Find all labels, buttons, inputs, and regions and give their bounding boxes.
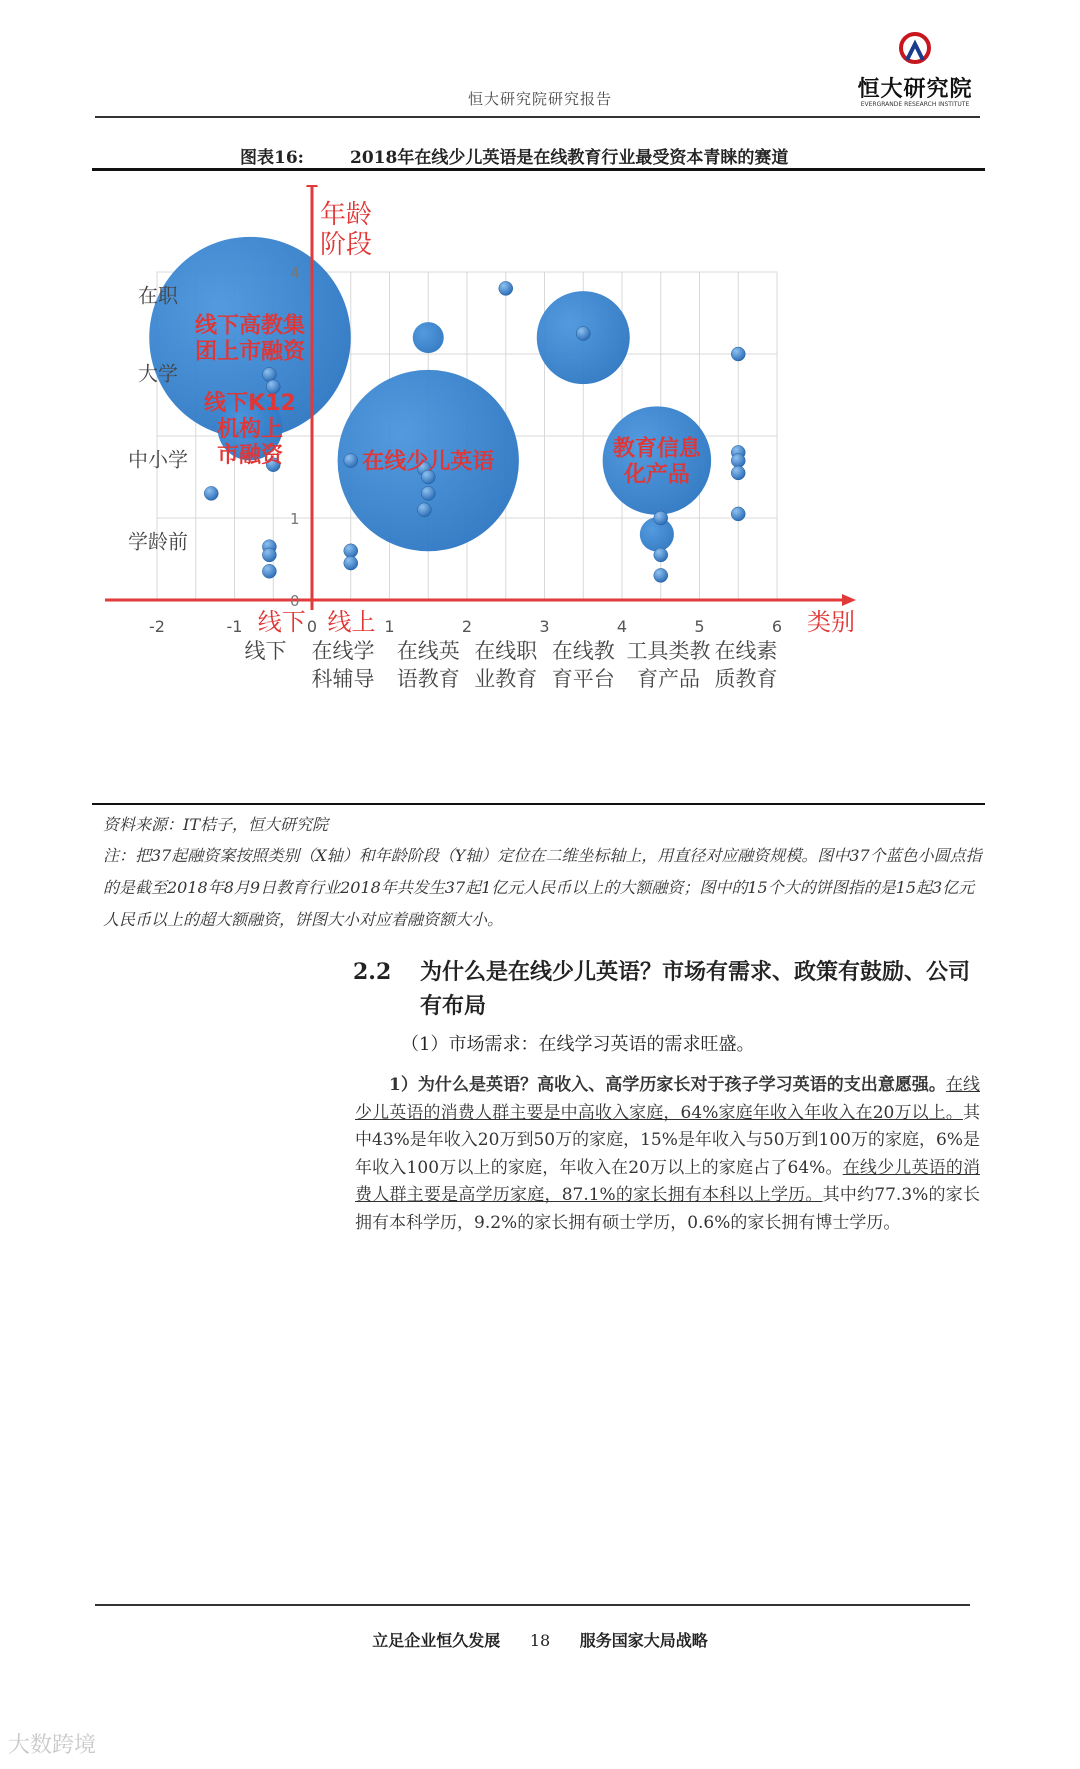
logo-text: 恒大研究院 — [857, 77, 973, 102]
data-point — [204, 486, 218, 500]
x-category-label: 科辅导 — [311, 667, 375, 691]
figure-top-rule — [92, 168, 985, 171]
data-point — [262, 368, 276, 382]
header-divider — [95, 116, 980, 118]
bubble-label: 教育信息 — [612, 436, 701, 462]
footer-divider — [95, 1604, 970, 1606]
bubble-label: 机构上 — [216, 416, 284, 442]
data-point — [654, 548, 668, 562]
para-underline-2: 在线少儿英语的消费人群主要是高学历家庭，87.1%的家长拥有本科以上学历。 — [355, 1157, 981, 1205]
para-underline-1: 在线少儿英语的消费人群主要是中高收入家庭，64%家庭年收入年收入在20万以上。 — [355, 1075, 981, 1123]
data-point — [262, 564, 276, 578]
bubble-label: 化产品 — [623, 462, 690, 488]
data-point — [731, 507, 745, 521]
x-category-label: 育平台 — [551, 667, 615, 691]
figure-title-text: 2018年在线少儿英语是在线教育行业最受资本青睐的赛道 — [350, 148, 789, 168]
x-tick-label: 6 — [771, 617, 783, 636]
data-point — [344, 556, 358, 570]
bubble-label: 线下K12 — [204, 390, 296, 416]
logo-subtitle: EVERGRANDE RESEARCH INSTITUTE — [860, 101, 970, 108]
x-category-label: 质教育 — [714, 667, 778, 691]
report-header-title: 恒大研究院研究报告 — [467, 90, 612, 108]
bubble-label: 市融资 — [216, 442, 284, 468]
data-point — [499, 281, 513, 295]
data-point — [262, 548, 276, 562]
x-tick-label: 3 — [539, 617, 550, 636]
x-axis-title: 类别 — [807, 608, 855, 636]
data-point — [576, 327, 590, 341]
figure-bottom-rule — [92, 803, 985, 805]
x-category-label: 业教育 — [474, 667, 538, 691]
y-category-label: 学龄前 — [128, 529, 188, 554]
x-category-label: 工具类教 — [626, 639, 711, 663]
y-tick-label: 1 — [290, 510, 300, 528]
watermark: 大数跨境 — [8, 1733, 97, 1758]
figure-note: 注：把37起融资案按照类别（X轴）和年龄阶段（Y轴）定位在二维坐标轴上，用直径对应融资规模。图中37个蓝色小圆点指的是截至2018年8月9日教育行业2018年共发生37起1亿元人民币以上的大额融资；图中的15个大的饼图指的是15起3亿元人民币以上的超大额融资，饼图大小对应着融资额大小。 — [103, 846, 982, 929]
x-category-label: 在线职 — [474, 639, 538, 663]
x-tick-label: 5 — [694, 617, 705, 636]
data-point — [417, 503, 431, 517]
x-category-label: 语教育 — [396, 667, 460, 691]
page-footer — [0, 1628, 1080, 1651]
para-text-1: 其中43%是年收入20万到50万的家庭，15%是年收入与50万到100万的家庭，6%是年收入100万以上的家庭，年收入在20万以上的家庭占了64%。 — [355, 1102, 980, 1178]
y-tick-label: 0 — [290, 592, 300, 610]
y-axis-title-line2: 阶段 — [320, 230, 373, 260]
x-tick-label: -2 — [149, 617, 165, 636]
x-tick-label: 0 — [306, 617, 318, 636]
section-number: 2.2 — [353, 959, 392, 985]
body-paragraph — [355, 1072, 980, 1237]
x-category-label: 在线学 — [311, 639, 375, 663]
figure-source: 资料来源：IT桔子，恒大研究院 — [103, 815, 328, 834]
online-label: 线上 — [327, 608, 376, 636]
data-point — [344, 544, 358, 558]
bubble — [413, 322, 444, 353]
page-number: 18 — [529, 1631, 551, 1650]
y-axis-arrow — [306, 185, 318, 187]
subsection-heading: （1）市场需求：在线学习英语的需求旺盛。 — [401, 1034, 755, 1055]
x-category-label: 在线教 — [551, 639, 615, 663]
data-point — [731, 347, 745, 361]
para-text-2: 其中约77.3%的家长拥有本科学历，9.2%的家长拥有硕士学历，0.6%的家长拥有博士学历。 — [355, 1185, 980, 1233]
offline-label: 线下 — [257, 608, 306, 636]
y-axis-title-line1: 年龄 — [320, 200, 373, 230]
x-category-label: 线下 — [244, 639, 287, 663]
figure-label: 图表16: — [240, 148, 304, 168]
bubble-label: 团上市融资 — [194, 339, 306, 365]
bubble-chart — [100, 185, 980, 795]
data-point — [654, 511, 668, 525]
bubble-label: 在线少儿英语 — [362, 449, 495, 475]
data-point — [731, 466, 745, 480]
x-axis-arrow — [842, 594, 856, 606]
figure-title — [240, 143, 788, 168]
x-category-label: 育产品 — [637, 667, 700, 691]
section-title: 为什么是在线少儿英语？市场有需求、政策有鼓励、公司有布局 — [420, 959, 971, 1019]
y-category-label: 在职 — [138, 283, 178, 308]
x-tick-label: 1 — [384, 617, 395, 636]
x-tick-label: 4 — [616, 617, 628, 636]
x-category-label: 在线英 — [396, 639, 460, 663]
footer-left: 立足企业恒久发展 — [372, 1631, 501, 1650]
data-point — [344, 454, 358, 468]
bubble-label: 线下高教集 — [194, 313, 306, 339]
data-point — [654, 568, 668, 582]
x-tick-label: 2 — [461, 617, 473, 636]
data-point — [421, 486, 435, 500]
y-category-label: 中小学 — [128, 447, 188, 472]
x-tick-label: -1 — [226, 617, 243, 636]
data-point — [731, 454, 745, 468]
y-category-label: 大学 — [138, 361, 178, 386]
y-tick-label: 4 — [290, 264, 300, 282]
para-lead: 1）为什么是英语？高收入、高学历家长对于孩子学习英语的支出意愿强。 — [389, 1075, 946, 1095]
footer-right: 服务国家大局战略 — [579, 1631, 708, 1650]
x-category-label: 在线素 — [714, 639, 778, 663]
